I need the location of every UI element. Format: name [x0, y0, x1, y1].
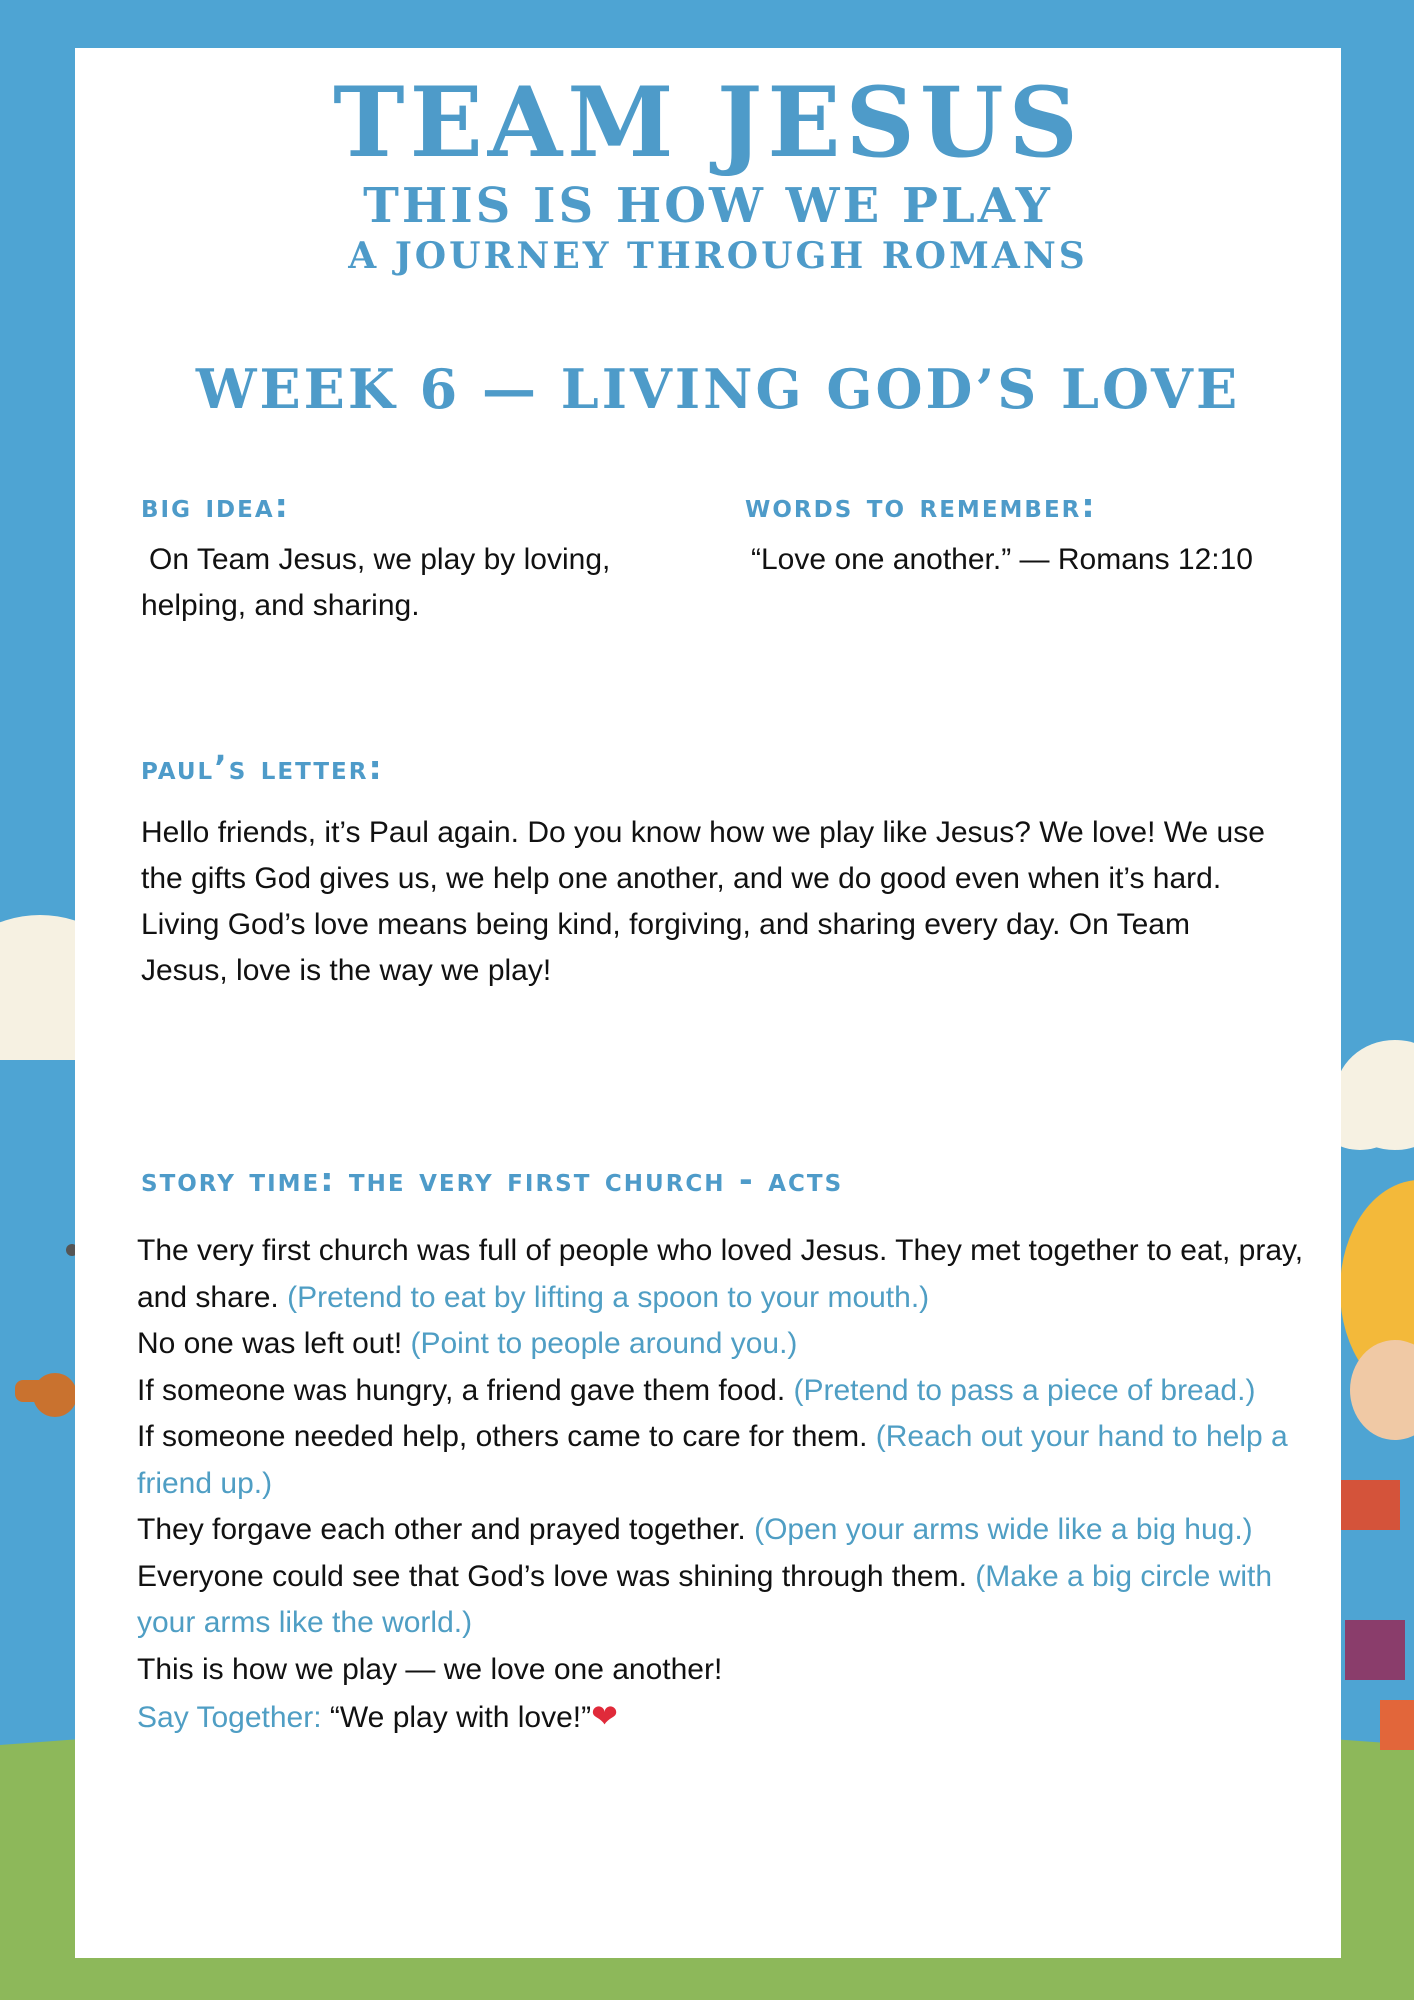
- story-line-text: No one was left out!: [137, 1327, 403, 1360]
- page-title: TEAM JESUS: [333, 66, 1083, 179]
- story-line-text: Everyone could see that God’s love was shining through them.: [137, 1559, 967, 1593]
- story-line: [137, 1414, 1327, 1507]
- letter-label: paul’s letter:: [141, 748, 384, 787]
- story-line-text: They forgave each other and prayed together.: [137, 1513, 746, 1546]
- say-together-line: [137, 1693, 1327, 1742]
- big-idea-label: big idea:: [141, 486, 290, 525]
- story-label: story time: the very first church - acts: [141, 1160, 844, 1199]
- action-cue: (Point to people around you.): [410, 1327, 798, 1360]
- memory-verse-label: words to remember:: [745, 486, 1097, 525]
- action-cue: (Reach out your hand to help a friend up.): [137, 1420, 1288, 1500]
- story-line-text: If someone needed help, others came to care for them.: [137, 1420, 868, 1453]
- story-line: [137, 1228, 1327, 1321]
- say-together-text: “We play with love!”: [329, 1701, 592, 1734]
- story-line-text: This is how we play — we love one another!: [137, 1652, 723, 1686]
- action-cue: (Make a big circle with your arms like the world.): [137, 1559, 1273, 1639]
- story-line: [137, 1647, 1327, 1694]
- series-title: A JOURNEY THROUGH ROMANS: [348, 235, 1088, 277]
- memory-verse-text: “Love one another.” — Romans 12:10: [751, 543, 1253, 576]
- letter-text: Hello friends, it’s Paul again. Do you know how we play like Jesus? We love! We use the gifts God gives us, we help one another, and we do good even when it’s hard. Living God’s love means being kind, forgiving, and sharing every day. On Team Jesus, love is the way we play!: [141, 816, 1265, 987]
- big-idea-text: On Team Jesus, we play by loving, helping, and sharing.: [141, 543, 611, 622]
- story-line: [137, 1321, 1327, 1368]
- story-body: [137, 1228, 1327, 1742]
- worksheet-page: [75, 48, 1341, 1958]
- week-title: WEEK 6 — LIVING GOD’S LOVE: [195, 357, 1241, 421]
- story-line: [137, 1507, 1327, 1554]
- action-cue: (Pretend to pass a piece of bread.): [793, 1373, 1256, 1407]
- say-together-label: Say Together:: [137, 1701, 322, 1734]
- heart-icon: ❤: [591, 1698, 618, 1734]
- action-cue: (Pretend to eat by lifting a spoon to your mouth.): [287, 1280, 930, 1314]
- action-cue: (Open your arms wide like a big hug.): [754, 1513, 1253, 1546]
- story-line: [137, 1554, 1327, 1647]
- page-subtitle: THIS IS HOW WE PLAY: [363, 178, 1053, 234]
- story-line: [137, 1368, 1327, 1415]
- story-line-text: If someone was hungry, a friend gave them food.: [137, 1373, 786, 1407]
- story-line-text: The very first church was full of people who loved Jesus. They met together to eat, pray, and share.: [137, 1234, 1304, 1314]
